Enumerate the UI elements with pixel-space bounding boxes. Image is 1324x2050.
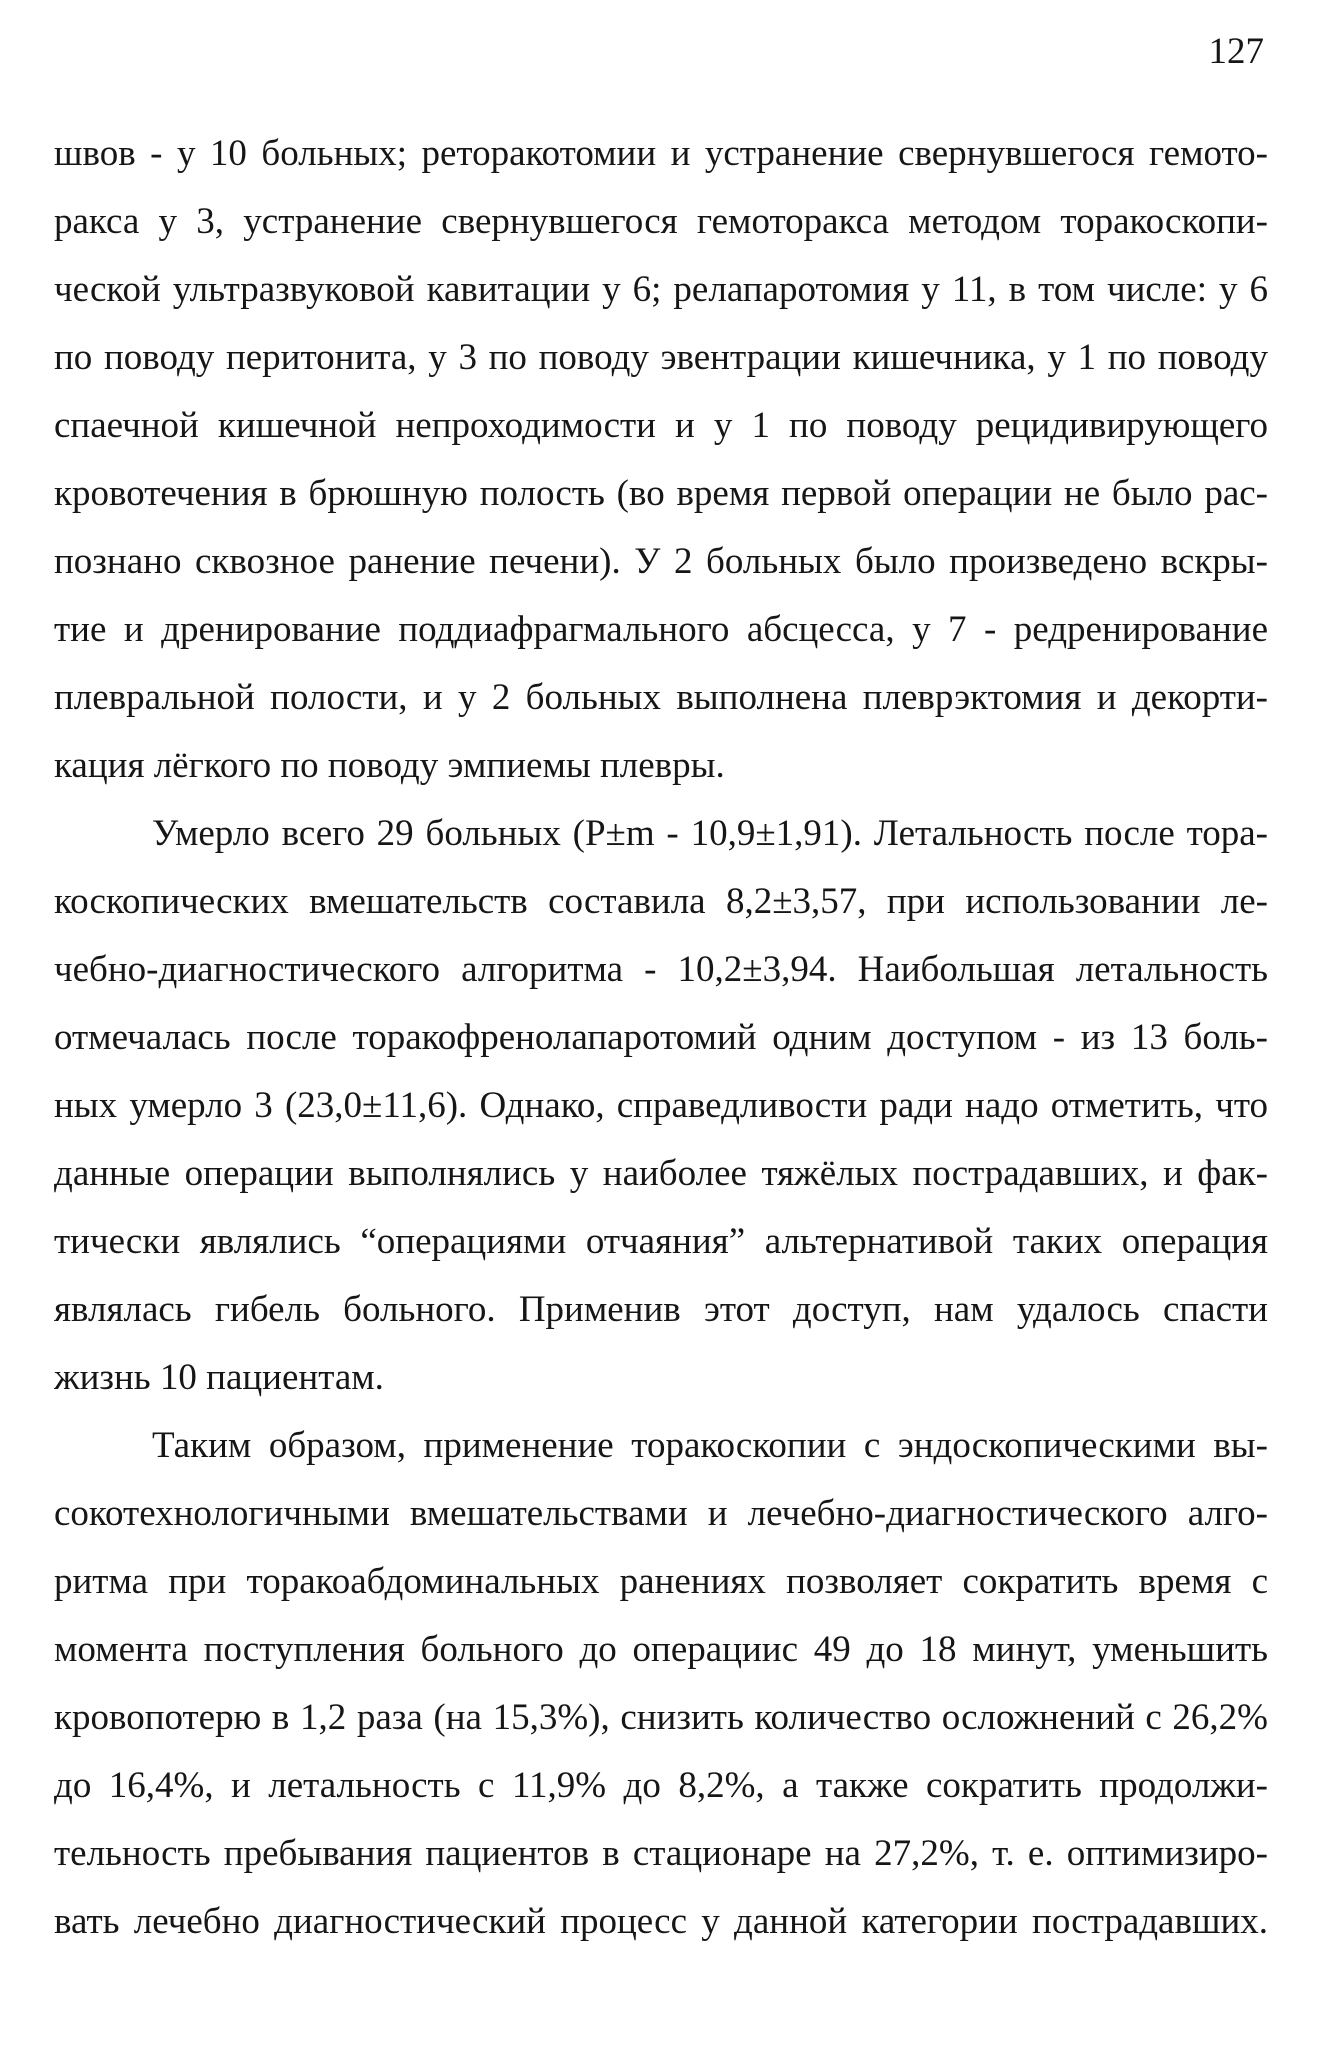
text-line: спаечной кишечной непроходимости и у 1 по поводу рецидивирующего [54, 405, 1268, 446]
text-line: жизнь 10 пациентам. [54, 1357, 384, 1398]
text-line: кровотечения в брюшную полость (во время первой операции не было рас- [54, 473, 1268, 514]
text-line: плевральной полости, и у 2 больных выполнена плеврэктомия и декорти- [54, 677, 1268, 718]
text-line: тельность пребывания пациентов в стационаре на 27,2%, т. е. оптимизиро- [54, 1833, 1268, 1874]
text-line: до 16,4%, и летальность с 11,9% до 8,2%, а также сократить продолжи- [54, 1765, 1268, 1806]
text-line: отмечалась после торакофренолапаротомий одним доступом - из 13 боль- [54, 1017, 1268, 1058]
text-line: швов - у 10 больных; реторакотомии и устранение свернувшегося гемото- [54, 133, 1268, 174]
text-line: данные операции выполнялись у наиболее тяжёлых пострадавших, и фак- [54, 1153, 1268, 1194]
text-line: сокотехнологичными вмешательствами и лечебно-диагностического алго- [54, 1493, 1268, 1534]
text-line: ритма при торакоабдоминальных ранениях позволяет сократить время с [54, 1561, 1268, 1602]
text-line: тически являлись “операциями отчаяния” альтернативой таких операция [54, 1221, 1268, 1262]
page-number: 127 [1208, 31, 1264, 72]
text-line: чебно-диагностического алгоритма - 10,2±3,94. Наибольшая летальность [54, 949, 1268, 990]
text-line: Таким образом, применение торакоскопии с эндоскопическими вы- [152, 1425, 1268, 1466]
text-line: Умерло всего 29 больных (P±m - 10,9±1,91). Летальность после тора- [152, 813, 1268, 854]
text-line: момента поступления больного до операциис 49 до 18 минут, уменьшить [54, 1629, 1268, 1670]
text-line: являлась гибель больного. Применив этот доступ, нам удалось спасти [54, 1289, 1268, 1330]
text-line: кация лёгкого по поводу эмпиемы плевры. [54, 745, 725, 786]
text-line: тие и дренирование поддиафрагмального абсцесса, у 7 - редренирование [54, 609, 1268, 650]
text-line: ных умерло 3 (23,0±11,6). Однако, справедливости ради надо отметить, что [54, 1085, 1268, 1126]
text-line: познано сквозное ранение печени). У 2 больных было произведено вскры- [54, 541, 1268, 582]
body-text [54, 120, 1268, 1956]
paragraph [54, 1412, 1268, 1956]
text-line: коскопических вмешательств составила 8,2±3,57, при использовании ле- [54, 881, 1268, 922]
paragraph [54, 120, 1268, 800]
paragraph [54, 800, 1268, 1412]
text-line: вать лечебно диагностический процесс у данной категории пострадавших. [54, 1901, 1268, 1942]
text-line: ческой ультразвуковой кавитации у 6; релапаротомия у 11, в том числе: у 6 [54, 269, 1268, 310]
text-line: по поводу перитонита, у 3 по поводу эвентрации кишечника, у 1 по поводу [54, 337, 1268, 378]
text-line: ракса у 3, устранение свернувшегося гемоторакса методом торакоскопи- [54, 201, 1268, 242]
text-line: кровопотерю в 1,2 раза (на 15,3%), снизить количество осложнений с 26,2% [54, 1697, 1268, 1738]
